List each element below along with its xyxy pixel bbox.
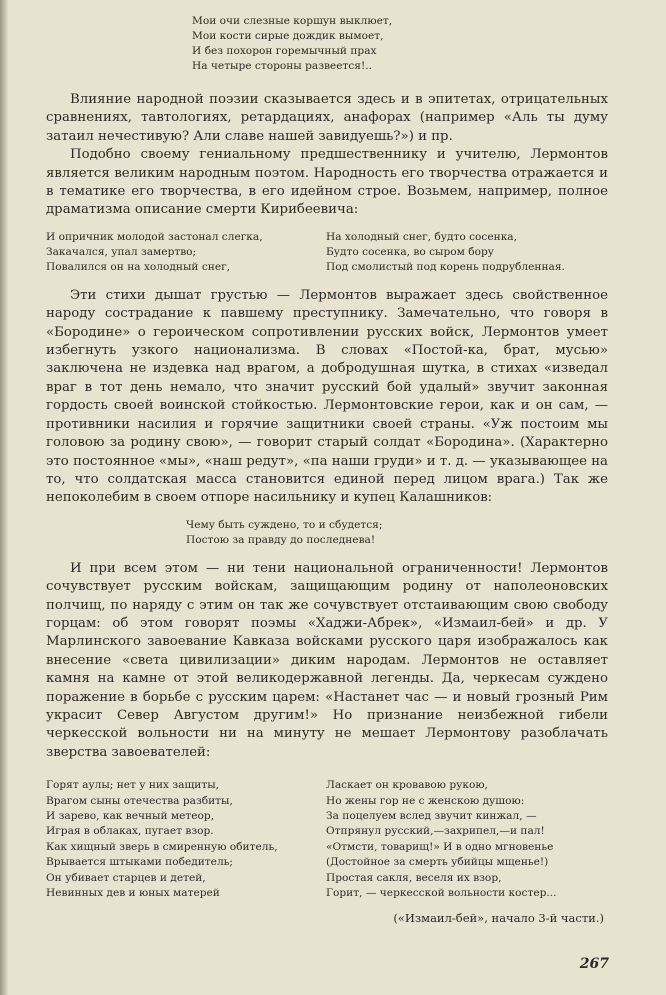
verse-line: Врывается штыками победитель; [46,856,234,869]
verse-column-left [46,230,326,275]
verse-line: На холодный снег, будто сосенка, [326,230,517,243]
verse-line: И зарево, как вечный метеор, [46,810,215,822]
verse-line: Но жены гор не с женскою душою: [326,794,525,807]
verse-line: На четыре стороны развеется!.. [192,60,372,72]
verse-line: Горят аулы; нет у них защиты, [46,779,220,792]
verse-line: Ласкает он кровавою рукою, [326,779,488,792]
ismail-bey-verse [46,778,608,901]
verse-line: Мои кости сирые дождик вымоет, [192,30,384,42]
verse-line: Будто сосенка, во сыром бору [326,245,495,258]
verse-line: Играя в облаках, пугает взор. [46,825,214,838]
death-verse [46,230,608,275]
verse-line: Как хищный зверь в смиренную обитель, [46,840,278,853]
verse-column-right [326,230,608,275]
verse-source-citation: («Измаил-бей», начало 3-й части.) [393,911,604,926]
verse-line: За поцелуем вслед звучит кинжал, — [326,810,537,822]
verse-line: Закачался, упал замертво; [46,245,197,258]
verse-line: Повалился он на холодный снег, [46,260,231,273]
verse-line: (Достойное за смерть убийцы мщенье!) [326,856,549,869]
page-number: 267 [579,956,609,972]
verse-line: Невинных дев и юных матерей [46,887,220,900]
verse-line: Чему быть суждено, то и сбудется; [186,518,383,531]
paragraph: Влияние народной поэзии сказывается здесь и в эпитетах, отрицательных сравнениях, тавтологиях, ретардациях, анафорах (например «Аль ты думу затаил нечестивую? Али славе нашей завидуешь?») и пр. [46,92,608,144]
verse-line: Он убивает старцев и детей, [46,871,206,884]
verse-line: Простая сакля, веселя их взор, [326,871,502,884]
epigraph-verse [192,14,608,74]
verse-line: И опричник молодой застонал слегка, [46,230,263,243]
verse-column-right [326,778,608,901]
verse-line: Горит, — черкесской вольности костер... [326,887,557,900]
verse-line: Отпрянул русский,—захрипел,—и пал! [326,825,545,838]
paragraph: Эти стихи дышат грустью — Лермонтов выражает здесь свойственное народу сострадание к павшему преступнику. Замечательно, что говоря в «Бородине» о героическом сопротивлении русских войск, Лермонтов умеет избегнуть узкого национализма. В словах «Постой-ка, брат, мусью» заключена не издевка над врагом, а добродушная шутка, в стихах «изведал враг в тот день немало, что значит русский бой удалый» звучит законная гордость своей воинской стойкостью. Лермонтовские герои, как и он сам, — противники насилия и горячие защитники своей страны. «Уж постоим мы головою за родину свою», — говорит старый солдат «Бородина». (Характерно это постоянное «мы», «наш редут», «па наши груди» и т. д. — указывающее на то, что солдатская масса становится единой перед лицом врага.) Так же непоколебим в своем отпоре насильнику и купец Калашников: [46,287,608,506]
kalashnikov-verse [186,518,608,548]
paragraph: Подобно своему гениальному предшественнику и учителю, Лермонтов является великим народным поэтом. Народность его творчества отражается и в тематике его творчества, в его идейном строе. Возьмем, например, полное драматизма описание смерти Кирибеевича: [46,147,608,218]
verse-line: Мои очи слезные коршун выклюет, [192,15,393,27]
verse-column-left [46,778,326,901]
page-binding-edge [0,0,8,995]
page-content [46,14,608,925]
verse-line: Постою за правду до последнева! [186,533,376,546]
verse-line: Врагом сыны отечества разбиты, [46,794,233,807]
verse-line: И без похорон горемычный прах [192,45,377,57]
verse-line: «Отмсти, товарищ!» И в одно мгновенье [326,840,554,853]
verse-line: Под смолистый под корень подрубленная. [326,260,565,273]
paragraph: И при всем этом — ни тени национальной ограниченности! Лермонтов сочувствует русским войскам, защищающим родину от наполеоновских полчищ, по наряду с этим он так же сочувствует отстаивающим свою свободу горцам: об этом говорят поэмы «Хаджи-Абрек», «Измаил-бей» и др. У Марлинского завоевание Кавказа войсками русского царя изображалось как внесение «света цивилизации» диким народам. Лермонтов не оставляет камня на камне от этой великодержавной легенды. Да, черкесам суждено поражение в борьбе с русским царем: «Настанет час — и новый грозный Рим украсит Север Августом другим!» Но признание неизбежной гибели черкесской вольности ни на минуту не мешает Лермонтову разоблачать зверства завоевателей: [46,560,608,760]
